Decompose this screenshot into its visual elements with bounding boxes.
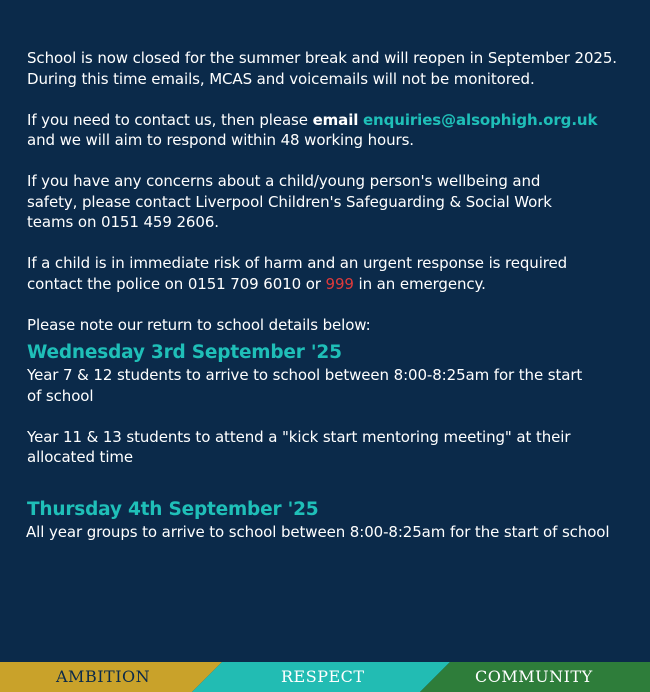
safeguarding-text: If you have any concerns about a child/young person's wellbeing and safety, please contact Liverpool Children's Safeguarding & Social Work teams on 0151 459 2606. <box>27 172 552 231</box>
emergency-number: 999 <box>325 274 354 293</box>
thursday-heading: Thursday 4th September '25 <box>27 498 319 520</box>
email-label: email <box>312 110 359 129</box>
wednesday-detail-2: Year 11 & 13 students to attend a "kick start mentoring meeting" at their allocated time <box>27 427 571 466</box>
email-link[interactable]: enquiries@alsophigh.org.uk <box>362 110 598 129</box>
thursday-detail-1: All year groups to arrive to school between 8:00-8:25am for the start of school <box>26 522 610 541</box>
wednesday-detail-1: Year 7 & 12 students to arrive to school between 8:00-8:25am for the start of school <box>27 366 583 405</box>
value-ambition: AMBITION <box>56 667 151 686</box>
safeguarding-paragraph <box>27 171 587 233</box>
contact-text-post: and we will aim to respond within 48 working hours. <box>27 131 414 149</box>
return-intro: Please note our return to school details below: <box>27 315 371 334</box>
wednesday-heading: Wednesday 3rd September '25 <box>27 342 342 363</box>
contact-text-pre: If you need to contact us, then please <box>27 110 313 129</box>
emergency-text-post: in an emergency. <box>353 274 486 293</box>
contact-paragraph <box>27 110 627 151</box>
value-respect: RESPECT <box>281 667 365 686</box>
emergency-text-pre: If a child is in immediate risk of harm and an urgent response is required contact the police on 0151 709 6010 or <box>27 254 568 293</box>
closure-paragraph: School is now closed for the summer break and will reopen in September 2025. During this time emails, MCAS and voicemails will not be monitored. <box>27 49 617 88</box>
value-community: COMMUNITY <box>475 667 593 686</box>
values-footer <box>0 662 650 692</box>
notice-body <box>27 48 627 563</box>
emergency-paragraph <box>27 253 587 294</box>
